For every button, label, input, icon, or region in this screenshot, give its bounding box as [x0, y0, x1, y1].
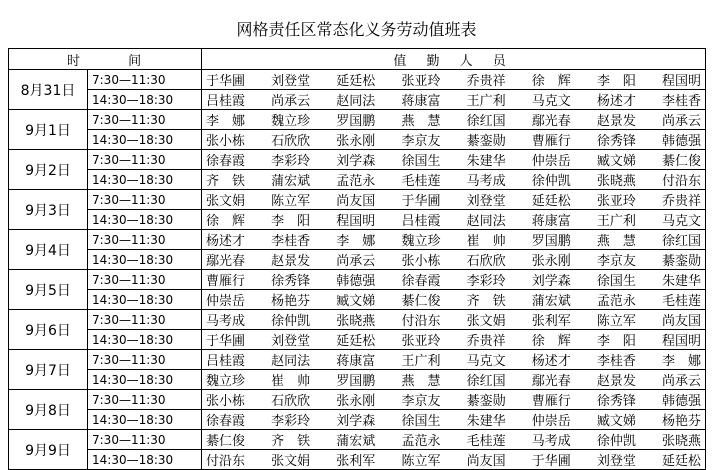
- staff-names-cell: [202, 90, 706, 110]
- table-row: [9, 170, 706, 190]
- staff-header: 值 勤 人 员: [202, 49, 706, 70]
- table-row: [9, 310, 706, 330]
- shift-time-cell: 14:30—18:30: [88, 130, 202, 150]
- staff-name: 罗国鹏: [336, 114, 376, 129]
- staff-name: 程国明: [336, 214, 376, 229]
- staff-name: 马克文: [662, 214, 702, 229]
- staff-name: 延廷松: [531, 194, 571, 209]
- staff-name: 徐红国: [662, 234, 702, 249]
- header-row: [9, 49, 706, 70]
- staff-names-list: [202, 330, 705, 349]
- table-row: [9, 330, 706, 350]
- staff-name: 蒋康富: [336, 354, 376, 369]
- staff-name: 李 阳: [596, 334, 636, 349]
- date-cell: 9月9日: [9, 430, 88, 470]
- staff-name: 尚友国: [336, 194, 376, 209]
- staff-name: 毛桂莲: [662, 294, 702, 309]
- shift-time-cell: 7:30—11:30: [88, 430, 202, 450]
- staff-name: 张小栋: [206, 394, 246, 409]
- staff-name: 马克文: [466, 354, 506, 369]
- staff-name: 张永刚: [336, 394, 376, 409]
- shift-time-cell: 14:30—18:30: [88, 90, 202, 110]
- roster-body: [9, 70, 706, 470]
- staff-name: 綦銮勋: [466, 394, 506, 409]
- staff-name: 徐国生: [596, 274, 636, 289]
- staff-name: 付沿东: [662, 174, 702, 189]
- staff-name: 徐春霞: [401, 274, 441, 289]
- staff-name: 徐国生: [401, 154, 441, 169]
- staff-names-list: [202, 410, 705, 429]
- staff-names-cell: [202, 230, 706, 250]
- staff-name: 赵景发: [271, 254, 311, 269]
- staff-name: 张永刚: [336, 134, 376, 149]
- staff-name: 于华圃: [401, 194, 441, 209]
- staff-name: 程国明: [662, 74, 702, 89]
- staff-name: 鄢光春: [531, 114, 571, 129]
- staff-names-list: [202, 170, 705, 189]
- staff-names-list: [202, 130, 705, 149]
- staff-name: 綦仁俊: [206, 434, 246, 449]
- staff-name: 张小栋: [206, 134, 246, 149]
- staff-name: 杨述才: [206, 234, 246, 249]
- staff-name: 张亚玲: [401, 334, 441, 349]
- staff-name: 臧文娣: [336, 294, 376, 309]
- staff-names-list: [202, 90, 705, 109]
- staff-names-cell: [202, 290, 706, 310]
- staff-name: 徐 辉: [531, 334, 571, 349]
- staff-names-list: [202, 150, 705, 169]
- shift-time-cell: 14:30—18:30: [88, 450, 202, 470]
- shift-time-cell: 7:30—11:30: [88, 350, 202, 370]
- staff-name: 崔 帅: [271, 374, 311, 389]
- shift-time-cell: 7:30—11:30: [88, 270, 202, 290]
- staff-name: 马考成: [206, 314, 246, 329]
- staff-names-cell: [202, 350, 706, 370]
- staff-name: 李彩玲: [271, 414, 311, 429]
- staff-names-cell: [202, 170, 706, 190]
- duty-roster-table: [8, 48, 706, 470]
- staff-name: 马考成: [531, 434, 571, 449]
- staff-name: 徐秀锋: [596, 394, 636, 409]
- staff-name: 赵同法: [336, 94, 376, 109]
- staff-name: 齐 铁: [271, 434, 311, 449]
- staff-names-cell: [202, 430, 706, 450]
- staff-name: 尚承云: [662, 374, 702, 389]
- staff-name: 綦仁俊: [401, 294, 441, 309]
- staff-names-list: [202, 190, 705, 209]
- staff-names-list: [202, 210, 705, 229]
- table-row: [9, 90, 706, 110]
- staff-name: 赵景发: [596, 374, 636, 389]
- date-cell: 9月1日: [9, 110, 88, 150]
- table-row: [9, 210, 706, 230]
- staff-name: 韩德强: [336, 274, 376, 289]
- staff-name: 韩德强: [662, 134, 702, 149]
- staff-name: 马克文: [531, 94, 571, 109]
- staff-name: 孟范永: [336, 174, 376, 189]
- shift-time-cell: 14:30—18:30: [88, 210, 202, 230]
- staff-name: 杨艳芬: [662, 414, 702, 429]
- staff-name: 赵景发: [596, 114, 636, 129]
- shift-time-cell: 14:30—18:30: [88, 290, 202, 310]
- shift-time-cell: 7:30—11:30: [88, 230, 202, 250]
- staff-names-list: [202, 110, 705, 129]
- staff-name: 张利军: [531, 314, 571, 329]
- staff-name: 徐红国: [466, 114, 506, 129]
- staff-name: 鄢光春: [531, 374, 571, 389]
- staff-names-list: [202, 350, 705, 369]
- staff-name: 李 娜: [206, 114, 246, 129]
- staff-name: 燕 慧: [401, 114, 441, 129]
- staff-names-list: [202, 230, 705, 249]
- staff-names-list: [202, 370, 705, 389]
- staff-name: 曹雁行: [206, 274, 246, 289]
- staff-name: 张文娟: [206, 194, 246, 209]
- staff-name: 徐国生: [401, 414, 441, 429]
- staff-name: 蒲宏斌: [531, 294, 571, 309]
- time-header: 时 间: [9, 49, 202, 70]
- staff-name: 李桂香: [271, 234, 311, 249]
- shift-time-cell: 14:30—18:30: [88, 370, 202, 390]
- shift-time-cell: 14:30—18:30: [88, 250, 202, 270]
- table-row: [9, 290, 706, 310]
- staff-name: 延廷松: [336, 334, 376, 349]
- table-row: [9, 150, 706, 170]
- staff-name: 徐仲凯: [531, 174, 571, 189]
- staff-names-list: [202, 310, 705, 329]
- staff-name: 仲崇岳: [531, 414, 571, 429]
- staff-name: 乔贵祥: [466, 74, 506, 89]
- staff-name: 刘学森: [336, 154, 376, 169]
- staff-names-cell: [202, 190, 706, 210]
- staff-name: 孟范永: [596, 294, 636, 309]
- staff-names-list: [202, 390, 705, 409]
- staff-name: 尚承云: [662, 114, 702, 129]
- staff-name: 齐 铁: [466, 294, 506, 309]
- shift-time-cell: 7:30—11:30: [88, 190, 202, 210]
- staff-name: 魏立珍: [271, 114, 311, 129]
- staff-names-cell: [202, 250, 706, 270]
- staff-name: 燕 慧: [596, 234, 636, 249]
- staff-name: 綦銮勋: [662, 254, 702, 269]
- staff-name: 乔贵祥: [662, 194, 702, 209]
- staff-name: 王广利: [466, 94, 506, 109]
- staff-name: 张利军: [336, 454, 376, 469]
- staff-name: 李彩玲: [466, 274, 506, 289]
- staff-name: 于华圃: [206, 334, 246, 349]
- staff-name: 张晓燕: [662, 434, 702, 449]
- table-row: [9, 110, 706, 130]
- staff-name: 王广利: [401, 354, 441, 369]
- shift-time-cell: 7:30—11:30: [88, 390, 202, 410]
- staff-name: 朱建华: [466, 414, 506, 429]
- staff-name: 仲崇岳: [531, 154, 571, 169]
- staff-names-list: [202, 290, 705, 309]
- staff-name: 吕桂霞: [401, 214, 441, 229]
- staff-name: 赵同法: [466, 214, 506, 229]
- shift-time-cell: 14:30—18:30: [88, 330, 202, 350]
- staff-name: 徐 辉: [531, 74, 571, 89]
- date-cell: 9月3日: [9, 190, 88, 230]
- staff-name: 崔 帅: [466, 234, 506, 249]
- staff-name: 魏立珍: [401, 234, 441, 249]
- staff-name: 刘登堂: [271, 74, 311, 89]
- staff-name: 蒋康富: [531, 214, 571, 229]
- staff-name: 陈立军: [596, 314, 636, 329]
- staff-name: 陈立军: [271, 194, 311, 209]
- shift-time-cell: 7:30—11:30: [88, 110, 202, 130]
- staff-name: 张永刚: [531, 254, 571, 269]
- staff-name: 付沿东: [401, 314, 441, 329]
- staff-name: 李桂香: [662, 94, 702, 109]
- table-row: [9, 370, 706, 390]
- staff-names-list: [202, 250, 705, 269]
- staff-name: 付沿东: [206, 454, 246, 469]
- shift-time-cell: 7:30—11:30: [88, 150, 202, 170]
- staff-name: 石欣欣: [466, 254, 506, 269]
- staff-name: 李 娜: [662, 354, 702, 369]
- staff-name: 蒋康富: [401, 94, 441, 109]
- staff-name: 吕桂霞: [206, 94, 246, 109]
- staff-name: 臧文娣: [596, 154, 636, 169]
- staff-names-list: [202, 270, 705, 289]
- table-row: [9, 250, 706, 270]
- staff-name: 臧文娣: [596, 414, 636, 429]
- staff-names-cell: [202, 310, 706, 330]
- staff-name: 程国明: [662, 334, 702, 349]
- staff-name: 石欣欣: [271, 134, 311, 149]
- staff-names-cell: [202, 110, 706, 130]
- staff-name: 于华圃: [531, 454, 571, 469]
- staff-name: 马考成: [466, 174, 506, 189]
- staff-names-list: [202, 430, 705, 449]
- staff-name: 綦銮勋: [466, 134, 506, 149]
- staff-name: 刘学森: [531, 274, 571, 289]
- staff-name: 李京友: [596, 254, 636, 269]
- staff-name: 徐 辉: [206, 214, 246, 229]
- staff-name: 魏立珍: [206, 374, 246, 389]
- staff-name: 徐红国: [466, 374, 506, 389]
- staff-name: 张文娟: [271, 454, 311, 469]
- table-row: [9, 410, 706, 430]
- date-cell: 9月7日: [9, 350, 88, 390]
- table-row: [9, 270, 706, 290]
- staff-name: 徐春霞: [206, 414, 246, 429]
- staff-name: 尚友国: [662, 314, 702, 329]
- staff-names-cell: [202, 150, 706, 170]
- staff-name: 鄢光春: [206, 254, 246, 269]
- staff-name: 张小栋: [401, 254, 441, 269]
- staff-name: 蒲宏斌: [336, 434, 376, 449]
- staff-name: 刘学森: [336, 414, 376, 429]
- staff-name: 仲崇岳: [206, 294, 246, 309]
- staff-name: 毛桂莲: [466, 434, 506, 449]
- staff-name: 孟范永: [401, 434, 441, 449]
- staff-names-cell: [202, 70, 706, 90]
- staff-name: 杨述才: [531, 354, 571, 369]
- staff-name: 曹雁行: [531, 134, 571, 149]
- staff-name: 张晓燕: [336, 314, 376, 329]
- staff-name: 毛桂莲: [401, 174, 441, 189]
- staff-name: 徐春霞: [206, 154, 246, 169]
- table-row: [9, 350, 706, 370]
- staff-name: 徐秀锋: [596, 134, 636, 149]
- staff-name: 延廷松: [336, 74, 376, 89]
- staff-name: 尚承云: [271, 94, 311, 109]
- staff-name: 刘登堂: [466, 194, 506, 209]
- staff-name: 罗国鹏: [531, 234, 571, 249]
- table-row: [9, 430, 706, 450]
- staff-name: 于华圃: [206, 74, 246, 89]
- staff-name: 尚承云: [336, 254, 376, 269]
- staff-name: 罗国鹏: [336, 374, 376, 389]
- staff-names-cell: [202, 370, 706, 390]
- staff-name: 徐仲凯: [271, 314, 311, 329]
- staff-name: 李京友: [401, 134, 441, 149]
- staff-name: 赵同法: [271, 354, 311, 369]
- staff-name: 陈立军: [401, 454, 441, 469]
- staff-name: 刘登堂: [596, 454, 636, 469]
- staff-name: 李桂香: [596, 354, 636, 369]
- table-row: [9, 390, 706, 410]
- staff-name: 乔贵祥: [466, 334, 506, 349]
- table-row: [9, 130, 706, 150]
- staff-name: 王广利: [596, 214, 636, 229]
- staff-name: 刘登堂: [271, 334, 311, 349]
- date-cell: 9月6日: [9, 310, 88, 350]
- date-cell: 9月2日: [9, 150, 88, 190]
- staff-name: 李 娜: [336, 234, 376, 249]
- staff-name: 张晓燕: [596, 174, 636, 189]
- staff-name: 吕桂霞: [206, 354, 246, 369]
- date-cell: 9月4日: [9, 230, 88, 270]
- staff-names-cell: [202, 390, 706, 410]
- shift-time-cell: 7:30—11:30: [88, 310, 202, 330]
- staff-name: 杨艳芬: [271, 294, 311, 309]
- staff-names-cell: [202, 330, 706, 350]
- date-cell: 9月5日: [9, 270, 88, 310]
- date-cell: 9月8日: [9, 390, 88, 430]
- staff-name: 燕 慧: [401, 374, 441, 389]
- staff-name: 李 阳: [271, 214, 311, 229]
- staff-name: 石欣欣: [271, 394, 311, 409]
- staff-name: 张亚玲: [596, 194, 636, 209]
- date-cell: 8月31日: [9, 70, 88, 110]
- staff-name: 曹雁行: [531, 394, 571, 409]
- staff-name: 张文娟: [466, 314, 506, 329]
- table-row: [9, 70, 706, 90]
- staff-name: 张亚玲: [401, 74, 441, 89]
- staff-name: 韩德强: [662, 394, 702, 409]
- staff-name: 李京友: [401, 394, 441, 409]
- staff-names-cell: [202, 210, 706, 230]
- staff-name: 延廷松: [662, 454, 702, 469]
- table-row: [9, 230, 706, 250]
- staff-name: 尚友国: [466, 454, 506, 469]
- staff-name: 杨述才: [596, 94, 636, 109]
- staff-name: 徐秀锋: [271, 274, 311, 289]
- staff-names-list: [202, 70, 705, 89]
- staff-names-cell: [202, 270, 706, 290]
- staff-name: 齐 铁: [206, 174, 246, 189]
- shift-time-cell: 7:30—11:30: [88, 70, 202, 90]
- table-row: [9, 190, 706, 210]
- staff-name: 蒲宏斌: [271, 174, 311, 189]
- staff-name: 徐仲凯: [596, 434, 636, 449]
- staff-names-cell: [202, 130, 706, 150]
- shift-time-cell: 14:30—18:30: [88, 410, 202, 430]
- staff-names-cell: [202, 410, 706, 430]
- staff-name: 朱建华: [662, 274, 702, 289]
- page-title: 网格责任区常态化义务劳动值班表: [236, 20, 477, 39]
- staff-name: 朱建华: [466, 154, 506, 169]
- staff-name: 李 阳: [596, 74, 636, 89]
- staff-name: 李彩玲: [271, 154, 311, 169]
- staff-name: 綦仁俊: [662, 154, 702, 169]
- shift-time-cell: 14:30—18:30: [88, 170, 202, 190]
